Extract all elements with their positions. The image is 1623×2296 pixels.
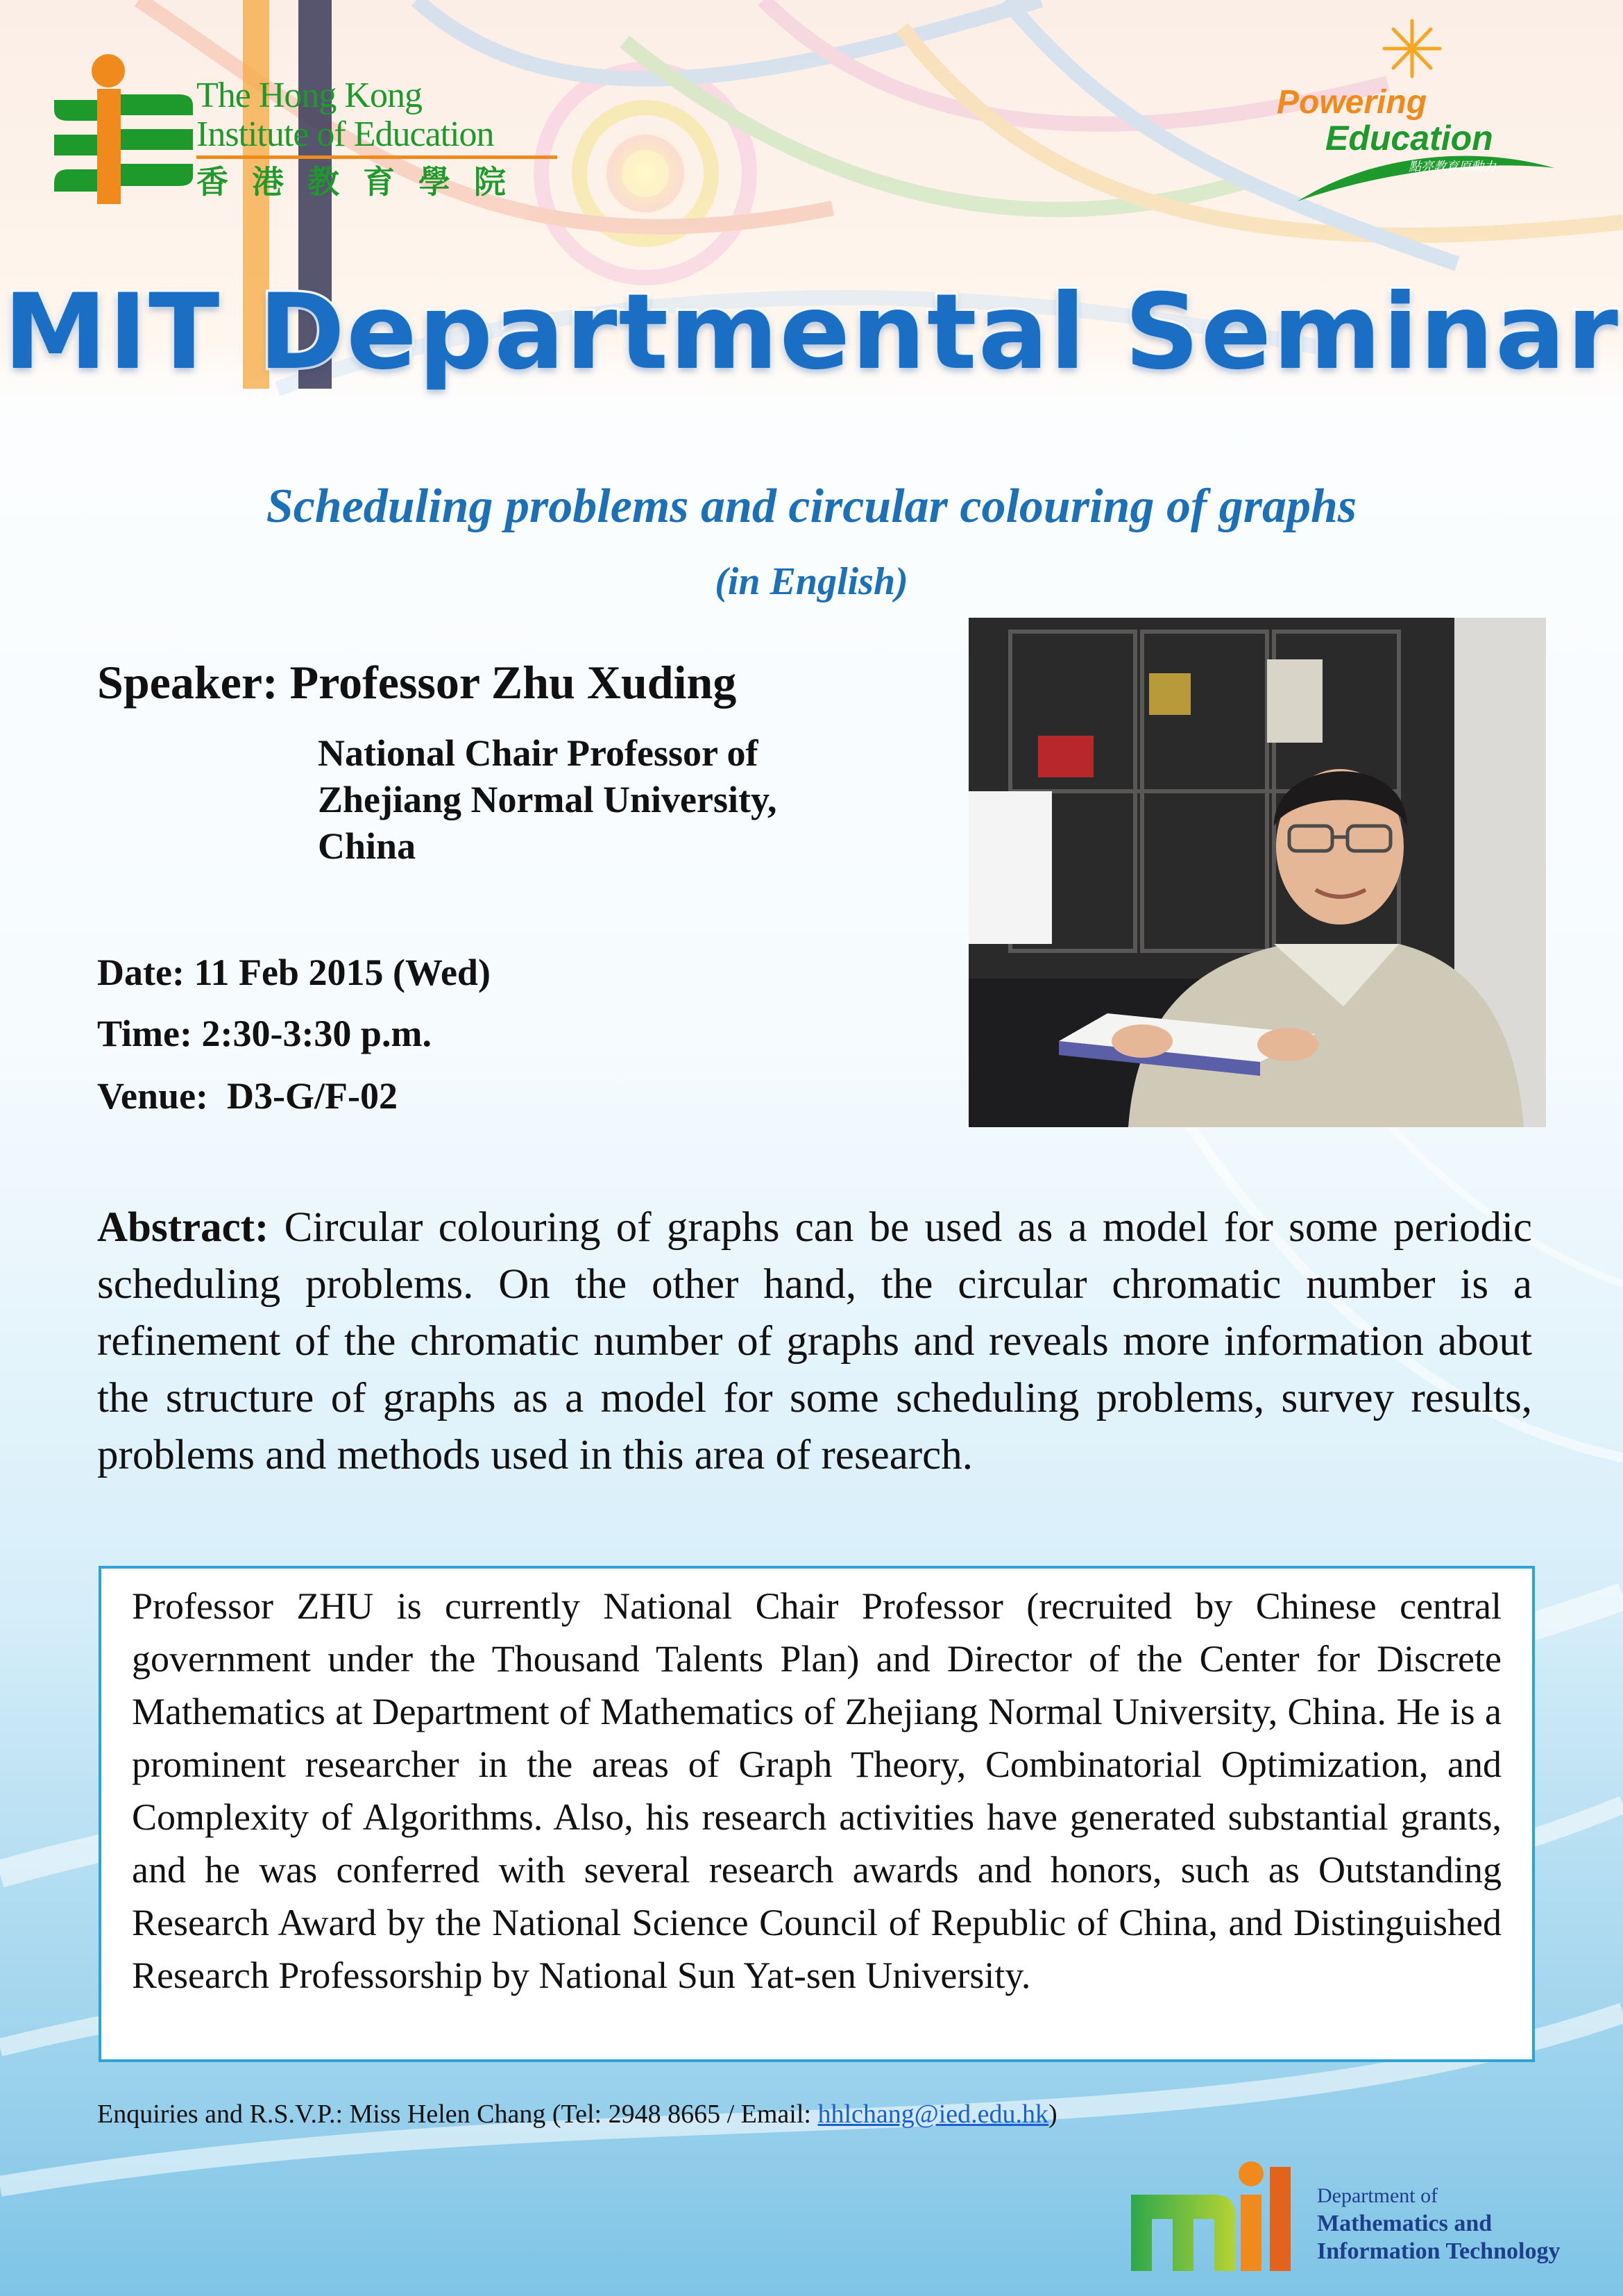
- abstract-label: Abstract:: [97, 1204, 269, 1251]
- department-logo: [1131, 2146, 1589, 2278]
- department-name: [1317, 2182, 1560, 2265]
- talk-title: Scheduling problems and circular colouring of graphs: [266, 480, 1357, 533]
- date-label: Date:: [97, 952, 185, 993]
- talk-language: (in English): [715, 560, 908, 603]
- slogan-powering: Powering: [1277, 84, 1427, 121]
- mit-logo-mark: [1131, 2153, 1311, 2278]
- time-line: [97, 1012, 432, 1055]
- enquiry-prefix: Enquiries and R.S.V.P.: Miss Helen Chang (Tel: 2948 8665 / Email:: [97, 2100, 818, 2129]
- venue-line: [97, 1074, 398, 1117]
- powering-education-logo: [1270, 14, 1568, 208]
- department-line1: Department of: [1317, 2184, 1438, 2207]
- venue-value: D3-G/F-02: [227, 1075, 398, 1117]
- speaker-line: [97, 655, 736, 710]
- department-line2: Mathematics and: [1317, 2211, 1493, 2236]
- affiliation-line1: National Chair Professor of: [318, 732, 758, 774]
- slogan-education: Education: [1325, 119, 1493, 158]
- institute-name-zh: 香港教育學院: [196, 163, 529, 201]
- venue-label: Venue:: [97, 1075, 209, 1117]
- time-label: Time:: [97, 1013, 192, 1054]
- date-value: 11 Feb 2015 (Wed): [194, 952, 491, 993]
- speaker-name: Professor Zhu Xuding: [289, 656, 737, 709]
- speaker-photo: [969, 618, 1546, 1127]
- enquiry-email-link[interactable]: hhlchang@ied.edu.hk: [817, 2100, 1049, 2129]
- institute-name-en: [196, 76, 557, 162]
- enquiry-suffix: ): [1048, 2100, 1057, 2129]
- enquiry-line: [97, 2099, 1057, 2129]
- institute-name-line1: The Hong Kong: [196, 76, 422, 115]
- seminar-title: MIT Departmental Seminar: [3, 272, 1620, 393]
- slogan-zh: 點亮教育原動力: [1409, 160, 1496, 174]
- abstract-text: Circular colouring of graphs can be used as a model for some periodic scheduling problems. On the other hand, the circular chromatic number is a refinement of the chromatic number of graphs and reveals more information about the structure of graphs as a model for some scheduling problems, survey results, problems and methods used in this area of research.: [97, 1204, 1532, 1478]
- affiliation-line3: China: [318, 825, 416, 867]
- department-line3: Information Technology: [1317, 2238, 1561, 2264]
- ied-logo: [54, 53, 529, 205]
- ied-logo-mark: [54, 53, 193, 205]
- institute-name-line2: Institute of Education: [196, 115, 494, 154]
- speaker-affiliation: [318, 730, 776, 870]
- affiliation-line2: Zhejiang Normal University,: [318, 779, 777, 820]
- speaker-bio-box: [99, 1566, 1535, 2062]
- speaker-bio-text: Professor ZHU is currently National Chair Professor (recruited by Chinese central government under the Thousand Talents Plan) and Director of the Center for Discrete Mathematics at Department of Mathematics of Zhejiang Normal University, China. He is a prominent researcher in the areas of Graph Theory, Combinatorial Optimization, and Complexity of Algorithms. Also, his research activities have generated substantial grants, and he was conferred with several research awards and honors, such as Outstanding Research Award by the National Science Council of Republic of China, and Distinguished Research Professorship by National Sun Yat-sen University.: [132, 1585, 1502, 1996]
- time-value: 2:30-3:30 p.m.: [201, 1013, 432, 1054]
- abstract: [97, 1199, 1532, 1484]
- speaker-label: Speaker:: [97, 656, 278, 709]
- date-line: [97, 951, 491, 994]
